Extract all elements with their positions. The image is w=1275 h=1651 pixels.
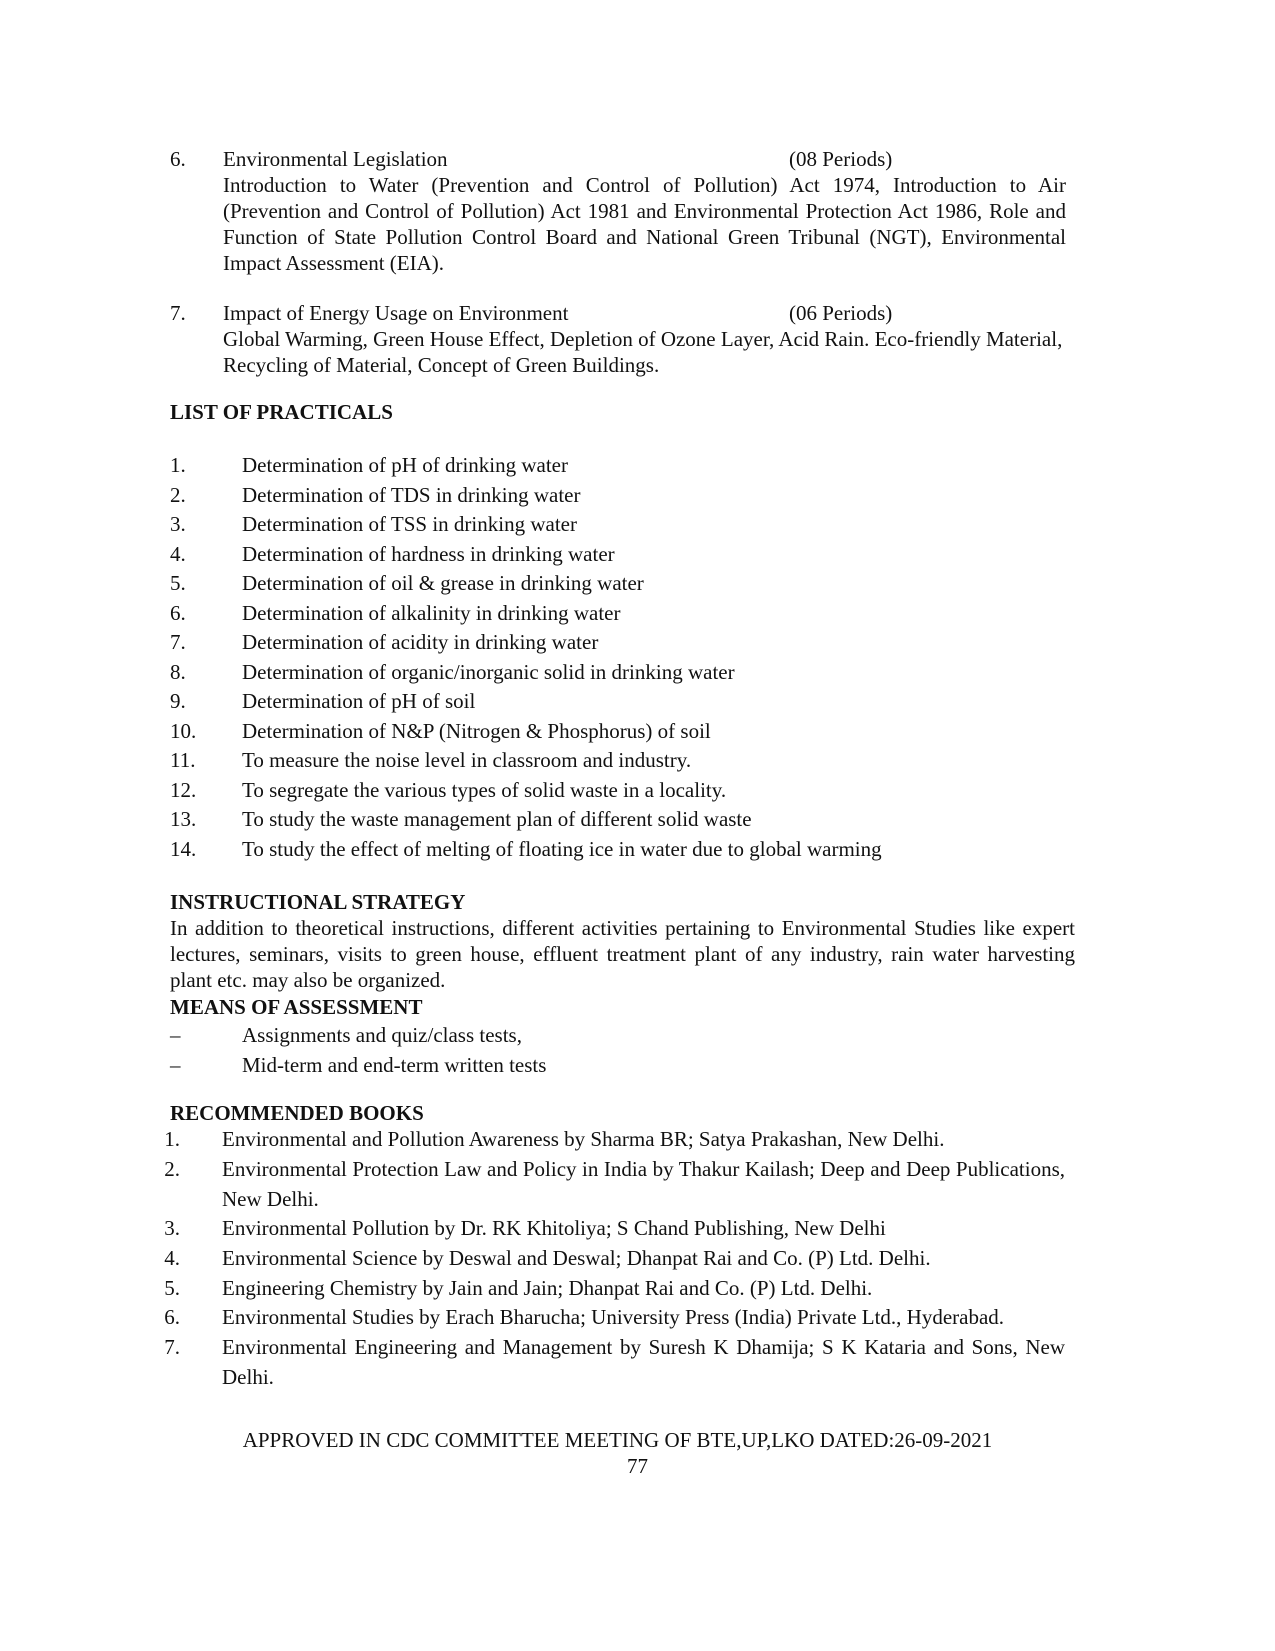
- section-periods: (08 Periods): [789, 147, 893, 171]
- item-text: Determination of oil & grease in drinking water: [242, 571, 644, 595]
- item-text: Determination of TSS in drinking water: [242, 512, 577, 536]
- item-number: 4.: [164, 1246, 180, 1270]
- list-item: [170, 686, 1070, 716]
- item-number: 11.: [170, 748, 196, 772]
- item-number: 8.: [170, 659, 186, 684]
- section-number: 7.: [170, 301, 186, 325]
- section-number: 6.: [170, 147, 186, 171]
- item-text: Environmental Pollution by Dr. RK Khitoliya; S Chand Publishing, New Delhi: [222, 1216, 886, 1240]
- item-number: 6.: [170, 600, 186, 625]
- footer-approval: APPROVED IN CDC COMMITTEE MEETING OF BTE,UP,LKO DATED:26-09-2021: [242, 1428, 993, 1452]
- item-text: Mid-term and end-term written tests: [242, 1053, 547, 1077]
- item-text: To measure the noise level in classroom and industry.: [242, 748, 692, 772]
- item-text: Determination of pH of drinking water: [242, 453, 568, 477]
- item-text: Determination of alkalinity in drinking water: [242, 600, 621, 625]
- list-item: [170, 568, 1070, 598]
- item-text: Determination of pH of soil: [242, 689, 476, 713]
- section-body: Global Warming, Green House Effect, Depletion of Ozone Layer, Acid Rain. Eco-friendly Material, Recycling of Material, Concept of Green Buildings.: [223, 327, 1063, 377]
- item-number: 4.: [170, 541, 186, 566]
- item-text: To study the effect of melting of floating ice in water due to global warming: [242, 836, 882, 861]
- item-number: 9.: [170, 689, 186, 713]
- item-text: Determination of organic/inorganic solid in drinking water: [242, 659, 735, 684]
- list-item: [170, 509, 1070, 539]
- item-number: 12.: [170, 777, 197, 802]
- section-title: Impact of Energy Usage on Environment: [223, 301, 569, 325]
- item-number: 7.: [164, 1335, 180, 1359]
- item-number: 7.: [170, 630, 186, 654]
- list-item: [170, 657, 1070, 687]
- list-item: [170, 450, 1070, 480]
- item-number: 1.: [170, 453, 186, 477]
- item-text: Determination of acidity in drinking water: [242, 630, 599, 654]
- dash-bullet: –: [170, 1023, 181, 1047]
- item-text: Determination of N&P (Nitrogen & Phosphorus) of soil: [242, 718, 711, 743]
- item-number: 6.: [164, 1305, 180, 1329]
- item-text: Environmental Studies by Erach Bharucha; University Press (India) Private Ltd., Hyderabad.: [222, 1305, 1005, 1329]
- page-number: 77: [627, 1454, 648, 1478]
- list-item: [170, 775, 1070, 805]
- item-number: 5.: [164, 1276, 180, 1300]
- section-periods: (06 Periods): [789, 301, 893, 325]
- practicals-heading: LIST OF PRACTICALS: [170, 400, 393, 424]
- books-heading: RECOMMENDED BOOKS: [170, 1101, 424, 1125]
- item-number: 5.: [170, 571, 186, 595]
- item-text: Assignments and quiz/class tests,: [242, 1023, 522, 1047]
- item-number: 10.: [170, 718, 197, 743]
- item-number: 3.: [170, 512, 186, 536]
- list-item: [170, 745, 1070, 775]
- strategy-body: In addition to theoretical instructions, different activities pertaining to Environmental Studies like expert lectures, seminars, visits to green house, effluent treatment plant of any industry, rain water harvesting plant etc. may also be organized.: [170, 916, 1075, 992]
- section-body: Introduction to Water (Prevention and Control of Pollution) Act 1974, Introduction to Air (Prevention and Control of Pollution) Act 1981 and Environmental Protection Act 1986, Role and Function of State Pollution Control Board and National Green Tribunal (NGT), Environmental Impact Assessment (EIA).: [223, 173, 1066, 275]
- list-item: [170, 834, 1070, 864]
- item-number: 2.: [164, 1157, 180, 1181]
- list-item: [170, 804, 1070, 834]
- item-number: 1.: [164, 1127, 180, 1151]
- strategy-heading: INSTRUCTIONAL STRATEGY: [170, 890, 466, 914]
- item-text: Environmental Engineering and Management by Suresh K Dhamija; S K Kataria and Sons, New Delhi.: [222, 1335, 1065, 1389]
- item-number: 3.: [164, 1216, 180, 1240]
- item-text: Environmental Protection Law and Policy in India by Thakur Kailash; Deep and Deep Publications, New Delhi.: [222, 1157, 1065, 1211]
- assessment-heading: MEANS OF ASSESSMENT: [170, 995, 423, 1019]
- dash-bullet: –: [170, 1053, 181, 1077]
- list-item: [170, 716, 1070, 746]
- section-title: Environmental Legislation: [223, 147, 448, 171]
- item-text: Determination of hardness in drinking water: [242, 541, 615, 566]
- list-item: [170, 480, 1070, 510]
- item-number: 14.: [170, 836, 197, 861]
- item-text: Environmental and Pollution Awareness by Sharma BR; Satya Prakashan, New Delhi.: [222, 1127, 945, 1151]
- item-number: 13.: [170, 807, 197, 831]
- item-text: Environmental Science by Deswal and Deswal; Dhanpat Rai and Co. (P) Ltd. Delhi.: [222, 1246, 931, 1270]
- item-number: 2.: [170, 482, 186, 507]
- item-text: To study the waste management plan of different solid waste: [242, 807, 752, 831]
- item-text: Engineering Chemistry by Jain and Jain; Dhanpat Rai and Co. (P) Ltd. Delhi.: [222, 1276, 873, 1300]
- list-item: [170, 539, 1070, 569]
- item-text: To segregate the various types of solid waste in a locality.: [242, 777, 727, 802]
- list-item: [170, 627, 1070, 657]
- item-text: Determination of TDS in drinking water: [242, 482, 581, 507]
- list-item: [170, 598, 1070, 628]
